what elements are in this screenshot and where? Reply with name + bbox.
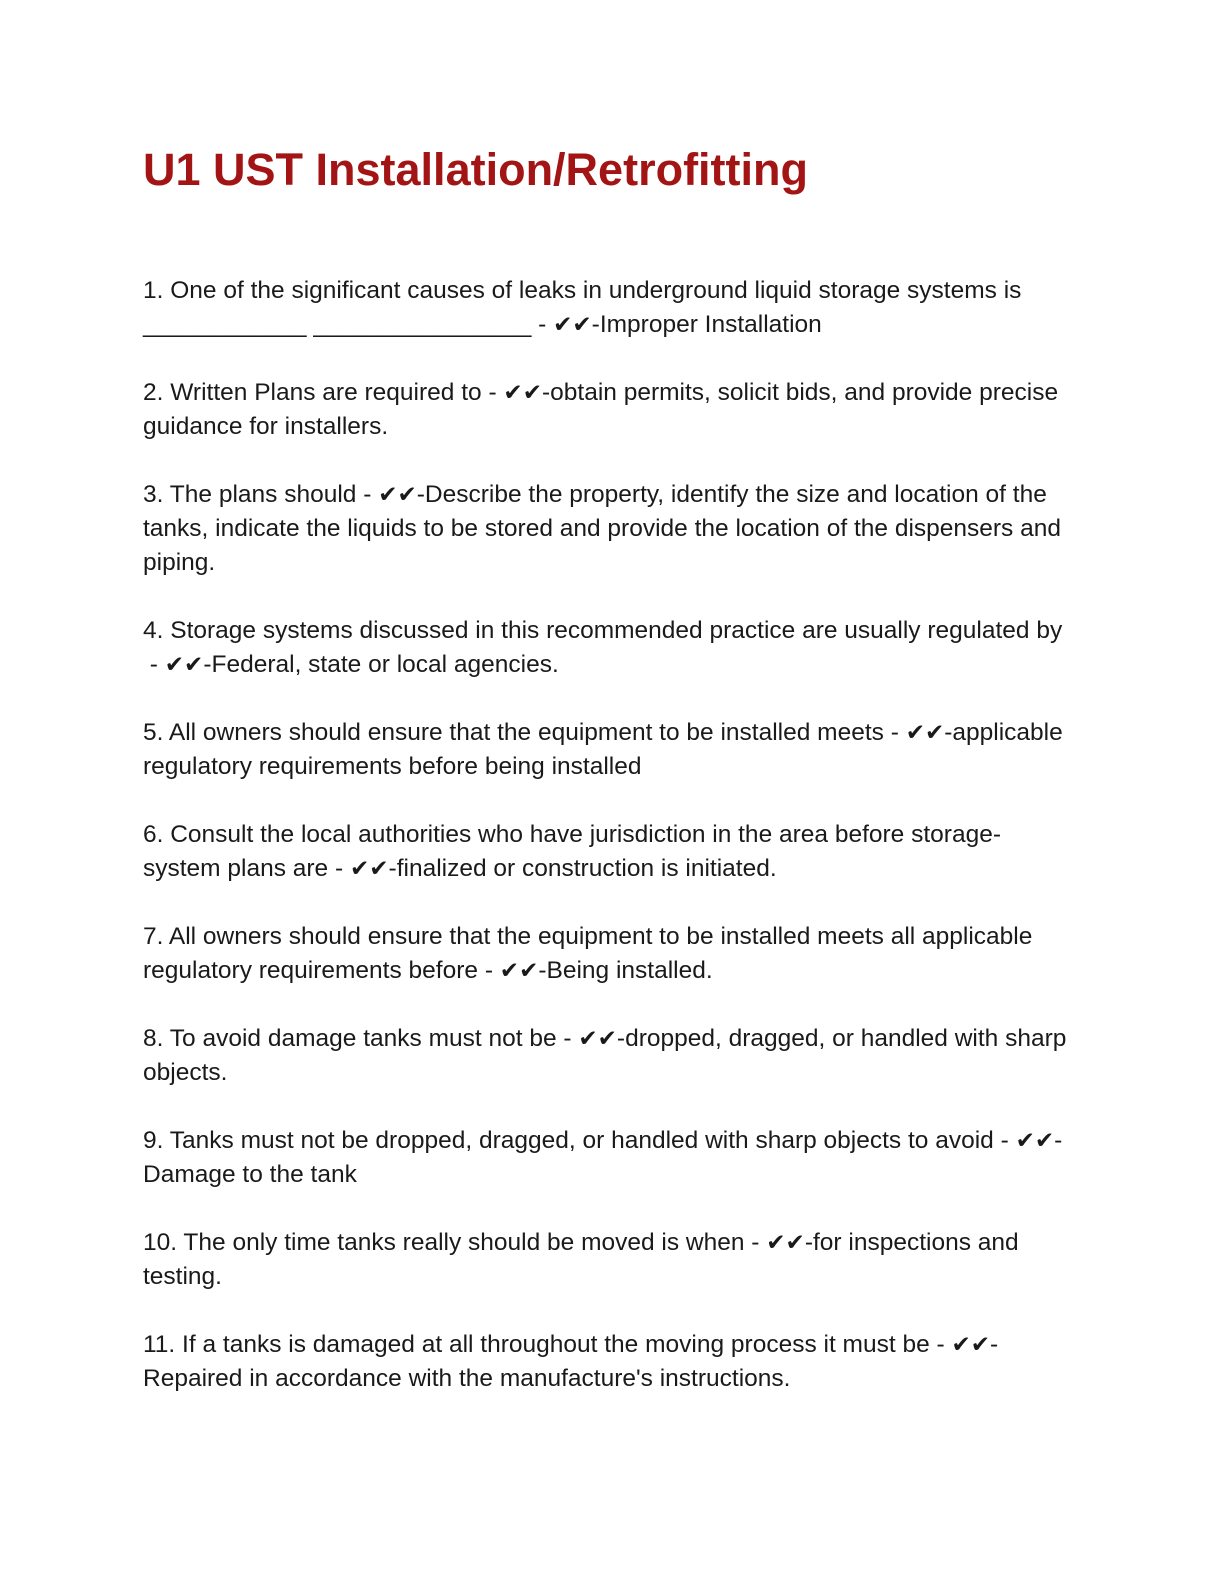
check-mark-icon: ✔✔: [578, 1026, 617, 1052]
check-mark-icon: ✔✔: [349, 856, 389, 882]
qa-item: 6. Consult the local authorities who have jurisdiction in the area before storage-system plans are - ✔✔-finalized or construction is initiated.: [143, 821, 1001, 882]
check-mark-icon: ✔✔: [503, 380, 542, 406]
check-mark-icon: ✔✔: [905, 720, 945, 746]
check-mark-icon: ✔✔: [553, 312, 592, 338]
question-text: 6. Consult the local authorities who have jurisdiction in the area before storage-system plans are: [143, 821, 1001, 882]
check-mark-icon: ✔✔: [1015, 1128, 1055, 1154]
qa-item: 5. All owners should ensure that the equipment to be installed meets - ✔✔-applicable regulatory requirements before being installed: [143, 719, 1063, 780]
qa-item: 10. The only time tanks really should be moved is when - ✔✔-for inspections and testing.: [143, 1229, 1019, 1290]
question-text: 11. If a tanks is damaged at all throughout the moving process it must be: [143, 1331, 930, 1358]
answer-text: Describe the property, identify the size and location of the tanks, indicate the liquids to be stored and provide the location of the dispensers and piping.: [143, 481, 1061, 576]
qa-item: 7. All owners should ensure that the equipment to be installed meets all applicable regulatory requirements before - ✔✔-Being installed.: [143, 923, 1033, 984]
check-mark-icon: ✔✔: [766, 1230, 805, 1256]
qa-item: 8. To avoid damage tanks must not be - ✔✔-dropped, dragged, or handled with sharp objects.: [143, 1025, 1067, 1086]
qa-item: 1. One of the significant causes of leaks in underground liquid storage systems is ____________ ________________ - ✔✔-Improper Installation: [143, 277, 1022, 338]
answer-text: Repaired in accordance with the manufacture's instructions.: [143, 1365, 791, 1392]
question-text: 1. One of the significant causes of leaks in underground liquid storage systems is ____________ ________________: [143, 277, 1022, 338]
question-text: 3. The plans should: [143, 481, 357, 508]
question-text: 7. All owners should ensure that the equipment to be installed meets all applicable regulatory requirements before: [143, 923, 1033, 984]
question-answer-list: [143, 274, 1078, 1430]
answer-text: applicable regulatory requirements before being installed: [143, 719, 1063, 780]
question-text: 9. Tanks must not be dropped, dragged, or handled with sharp objects to avoid: [143, 1127, 994, 1154]
check-mark-icon: ✔✔: [378, 482, 417, 508]
document-title: U1 UST Installation/Retrofitting: [143, 144, 809, 195]
answer-text: Federal, state or local agencies.: [211, 651, 559, 678]
qa-item: 9. Tanks must not be dropped, dragged, or handled with sharp objects to avoid - ✔✔-Damage to the tank: [143, 1127, 1063, 1188]
qa-item: 4. Storage systems discussed in this recommended practice are usually regulated by - ✔✔-Federal, state or local agencies.: [143, 617, 1063, 678]
answer-text: Damage to the tank: [143, 1161, 357, 1188]
answer-text: dropped, dragged, or handled with sharp objects.: [143, 1025, 1067, 1086]
answer-text: obtain permits, solicit bids, and provide precise guidance for installers.: [143, 379, 1059, 440]
question-text: 10. The only time tanks really should be moved is when: [143, 1229, 745, 1256]
answer-text: Improper Installation: [599, 311, 822, 338]
question-text: 2. Written Plans are required to: [143, 379, 482, 406]
answer-text: for inspections and testing.: [143, 1229, 1019, 1290]
qa-item: 11. If a tanks is damaged at all throughout the moving process it must be - ✔✔-Repaired in accordance with the manufacture's instructions.: [143, 1331, 999, 1392]
question-text: 5. All owners should ensure that the equipment to be installed meets: [143, 719, 884, 746]
qa-item: 2. Written Plans are required to - ✔✔-obtain permits, solicit bids, and provide precise guidance for installers.: [143, 379, 1059, 440]
check-mark-icon: ✔✔: [499, 958, 539, 984]
check-mark-icon: ✔✔: [164, 652, 204, 678]
check-mark-icon: ✔✔: [951, 1332, 991, 1358]
question-text: 8. To avoid damage tanks must not be: [143, 1025, 557, 1052]
answer-text: Being installed.: [546, 957, 713, 984]
answer-text: finalized or construction is initiated.: [396, 855, 777, 882]
qa-item: 3. The plans should - ✔✔-Describe the property, identify the size and location of the tanks, indicate the liquids to be stored and provide the location of the dispensers and piping.: [143, 481, 1061, 576]
question-text: 4. Storage systems discussed in this recommended practice are usually regulated by: [143, 617, 1063, 644]
